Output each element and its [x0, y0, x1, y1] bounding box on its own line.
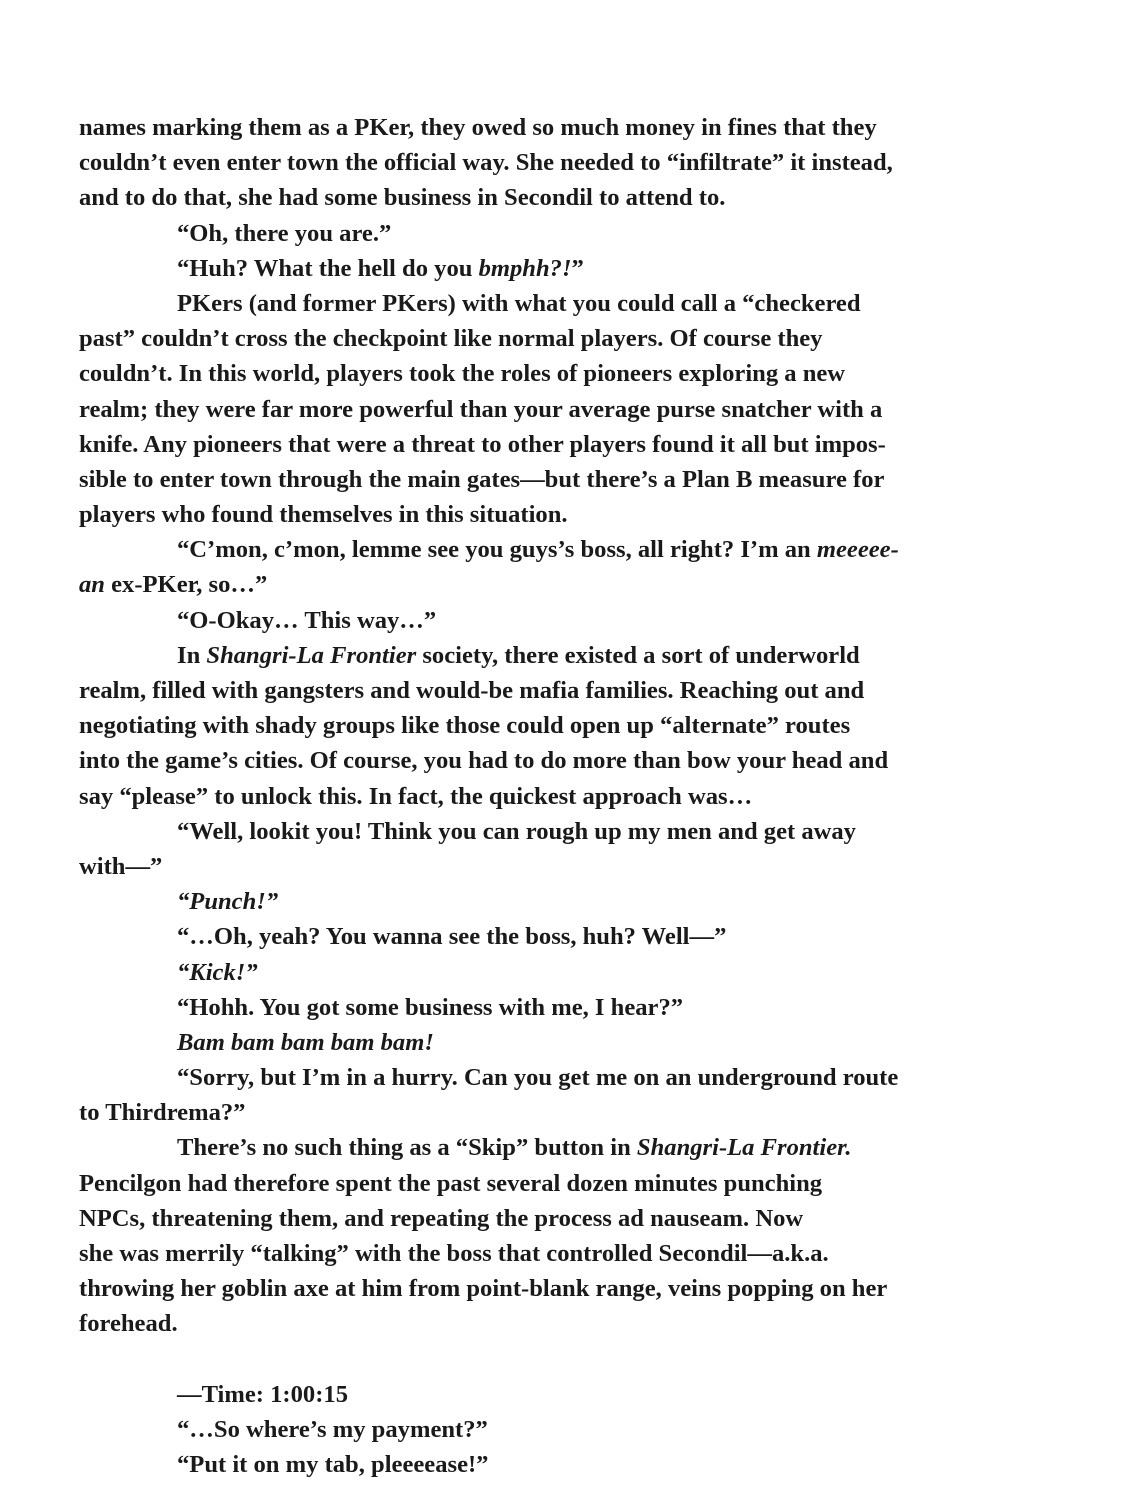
text-segment: with—” — [79, 852, 163, 880]
text-segment: “Hohh. You got some business with me, I hear?” — [177, 993, 684, 1021]
text-segment: “O-Okay… This way…” — [177, 606, 437, 634]
text-segment: into the game’s cities. Of course, you had to do more than bow your head and — [79, 747, 889, 775]
page-body-text — [79, 110, 989, 1482]
text-line — [79, 1201, 989, 1236]
text-line — [79, 814, 989, 849]
text-line — [79, 603, 989, 638]
text-line — [79, 145, 989, 180]
text-line — [79, 779, 989, 814]
text-line — [79, 990, 989, 1025]
text-line — [79, 427, 989, 462]
text-line — [79, 1377, 989, 1412]
text-line — [79, 497, 989, 532]
text-segment: —Time: 1:00:15 — [177, 1380, 348, 1408]
text-segment: knife. Any pioneers that were a threat to other players found it all but impos- — [79, 430, 886, 458]
scene-break — [79, 1342, 989, 1377]
text-line — [79, 638, 989, 673]
text-line — [79, 532, 989, 567]
text-line — [79, 1306, 989, 1341]
text-segment: and to do that, she had some business in Secondil to attend to. — [79, 184, 726, 212]
text-line — [79, 356, 989, 391]
text-segment: society, there existed a sort of underworld — [416, 641, 860, 669]
text-segment: In — [177, 641, 207, 669]
text-segment: “…So where’s my payment?” — [177, 1415, 488, 1443]
text-segment: “Well, lookit you! Think you can rough up my men and get away — [177, 817, 856, 845]
text-line — [79, 216, 989, 251]
text-line — [79, 1025, 989, 1060]
text-line — [79, 286, 989, 321]
text-segment: forehead. — [79, 1310, 178, 1338]
text-line — [79, 884, 989, 919]
text-line — [79, 1166, 989, 1201]
text-segment: “C’mon, c’mon, lemme see you guys’s boss, all right? I’m an — [177, 536, 817, 564]
text-line — [79, 849, 989, 884]
text-segment: “…Oh, yeah? You wanna see the boss, huh? Well—” — [177, 923, 727, 951]
text-segment: realm, filled with gangsters and would-be mafia families. Reaching out and — [79, 677, 865, 704]
text-segment: ” — [571, 254, 584, 282]
text-line — [79, 1271, 989, 1306]
text-segment: “Put it on my tab, pleeeease!” — [177, 1451, 489, 1479]
italic-text-segment: Shangri-La Frontier — [206, 641, 417, 669]
text-segment: “Sorry, but I’m in a hurry. Can you get me on an underground route — [177, 1064, 899, 1092]
italic-text-segment: “Kick!” — [177, 958, 258, 986]
text-segment: sible to enter town through the main gates—but there’s a Plan B measure for — [79, 465, 885, 493]
text-segment: There’s no such thing as a “Skip” button in — [177, 1134, 637, 1162]
text-line — [79, 180, 989, 215]
text-segment: she was merrily “talking” with the boss that controlled Secondil—a.k.a. — [79, 1240, 829, 1267]
italic-text-segment: “Punch!” — [177, 888, 279, 916]
text-segment: say “please” to unlock this. In fact, the quickest approach was… — [79, 782, 753, 810]
italic-text-segment: Shangri-La Frontier. — [636, 1134, 852, 1162]
text-line — [79, 1130, 989, 1165]
text-segment: Pencilgon had therefore spent the past several dozen minutes punching — [79, 1169, 823, 1197]
text-line — [79, 919, 989, 954]
text-segment: “Huh? What the hell do you — [177, 254, 479, 282]
text-line — [79, 1447, 989, 1482]
text-segment: negotiating with shady groups like those could open up “alternate” routes — [79, 712, 851, 740]
text-line — [79, 1412, 989, 1447]
text-segment: NPCs, threatening them, and repeating the process ad nauseam. Now — [79, 1204, 804, 1232]
text-segment: past” couldn’t cross the checkpoint like normal players. Of course they — [79, 325, 823, 353]
text-segment: “Oh, there you are.” — [177, 219, 392, 247]
text-line — [79, 392, 989, 427]
text-segment: PKers (and former PKers) with what you could call a “checkered — [177, 289, 861, 317]
text-segment: realm; they were far more powerful than your average purse snatcher with a — [79, 395, 883, 423]
italic-text-segment: meeeee- — [816, 536, 899, 564]
italic-text-segment: bmphh?! — [478, 254, 572, 282]
text-line — [79, 673, 989, 708]
text-line — [79, 1095, 989, 1130]
text-segment: to Thirdrema?” — [79, 1099, 246, 1127]
italic-text-segment: an — [79, 571, 105, 599]
italic-text-segment: Bam bam bam bam bam! — [177, 1028, 434, 1056]
text-line — [79, 1236, 989, 1271]
text-line — [79, 110, 989, 145]
text-line — [79, 251, 989, 286]
text-segment: couldn’t. In this world, players took the roles of pioneers exploring a new — [79, 360, 846, 388]
text-line — [79, 321, 989, 356]
text-line — [79, 955, 989, 990]
text-segment: names marking them as a PKer, they owed so much money in fines that they — [79, 114, 877, 141]
text-segment: couldn’t even enter town the official way. She needed to “infiltrate” it instead, — [79, 149, 893, 177]
text-line — [79, 462, 989, 497]
text-line — [79, 567, 989, 602]
text-line — [79, 708, 989, 743]
text-line — [79, 1060, 989, 1095]
text-segment: ex-PKer, so…” — [104, 571, 268, 599]
text-segment: players who found themselves in this situation. — [79, 501, 568, 529]
text-line — [79, 743, 989, 778]
text-segment: throwing her goblin axe at him from point-blank range, veins popping on her — [79, 1275, 888, 1303]
